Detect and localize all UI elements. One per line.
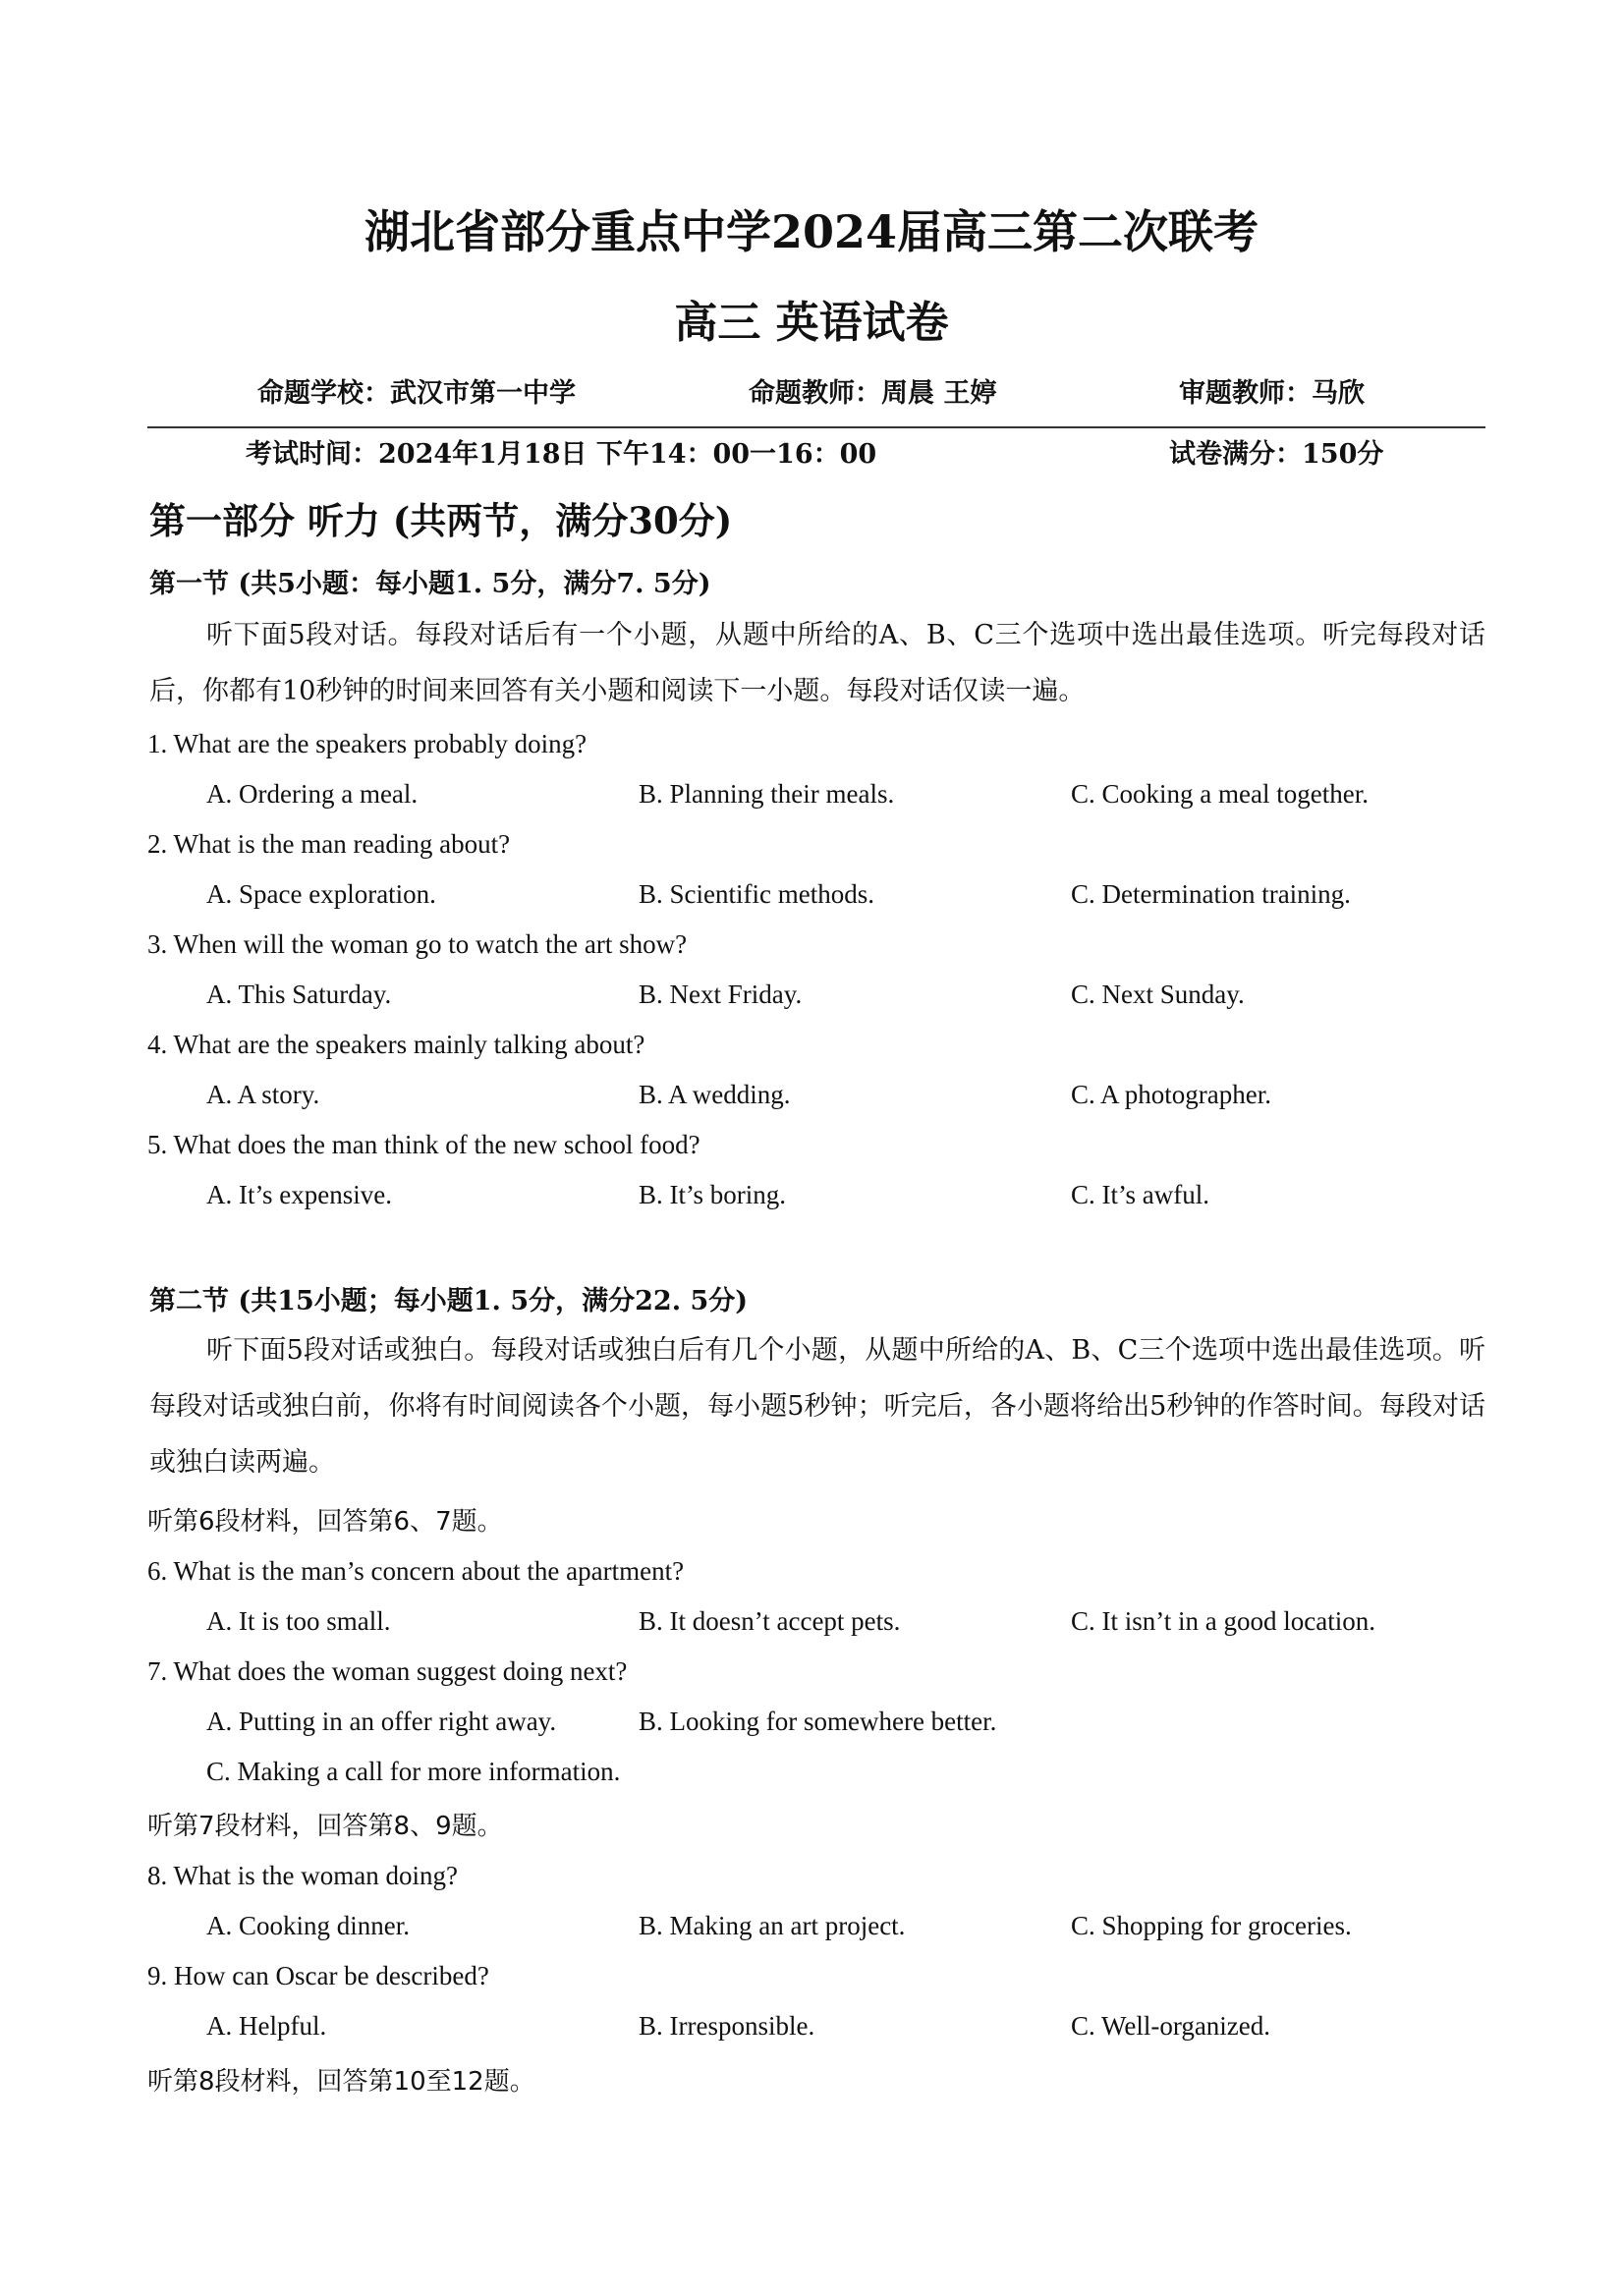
question-9-option-c: C. Well-organized.	[1071, 2011, 1271, 2041]
material-6-note: 听第6段材料，回答第6、7题。	[147, 1507, 503, 1537]
question-3-option-b: B. Next Friday.	[639, 980, 803, 1009]
question-7-option-b: B. Looking for somewhere better.	[639, 1707, 997, 1736]
question-3-stem: 3. When will the woman go to watch the art show?	[147, 929, 688, 959]
question-8-option-b: B. Making an art project.	[639, 1911, 906, 1940]
question-4-option-b: B. A wedding.	[639, 1080, 791, 1109]
question-7-option-a: A. Putting in an offer right away.	[206, 1707, 557, 1736]
material-7-note: 听第7段材料，回答第8、9题。	[147, 1812, 503, 1841]
question-6-option-c: C. It isn’t in a good location.	[1071, 1606, 1375, 1636]
question-4-stem: 4. What are the speakers mainly talking about?	[147, 1030, 645, 1059]
section-two-instructions: 听下面5段对话或独白。每段对话或独白后有几个小题，从题中所给的A、B、C三个选项中选出最佳选项。听每段对话或独白前，你将有时间阅读各个小题，每小题5秒钟；听完后，各小题将给出5秒钟的作答时间。每段对话或独白读两遍。	[149, 1335, 1485, 1478]
question-6-stem: 6. What is the man’s concern about the apartment?	[147, 1556, 685, 1586]
question-5-option-b: B. It’s boring.	[639, 1180, 787, 1209]
question-1-option-b: B. Planning their meals.	[639, 779, 895, 809]
part-one-title: 第一部分 听力 (共两节，满分30分)	[149, 499, 733, 542]
reviewing-teacher: 审题教师：马欣	[1179, 378, 1365, 409]
question-8-stem: 8. What is the woman doing?	[147, 1861, 458, 1890]
question-1-option-c: C. Cooking a meal together.	[1071, 779, 1369, 809]
setting-teachers: 命题教师：周晨 王婷	[749, 378, 997, 409]
question-6-option-a: A. It is too small.	[206, 1606, 391, 1636]
section-one-title: 第一节 (共5小题：每小题1. 5分，满分7. 5分)	[149, 569, 711, 599]
exam-title: 湖北省部分重点中学2024届高三第二次联考	[364, 205, 1259, 258]
question-5-option-a: A. It’s expensive.	[206, 1180, 392, 1209]
question-2-stem: 2. What is the man reading about?	[147, 829, 511, 859]
setting-school: 命题学校：武汉市第一中学	[257, 378, 576, 409]
question-4-option-a: A. A story.	[206, 1080, 320, 1109]
question-8-option-c: C. Shopping for groceries.	[1071, 1911, 1352, 1940]
question-4-option-c: C. A photographer.	[1071, 1080, 1271, 1109]
question-6-option-b: B. It doesn’t accept pets.	[639, 1606, 901, 1636]
question-5-stem: 5. What does the man think of the new school food?	[147, 1130, 700, 1159]
question-1-stem: 1. What are the speakers probably doing?	[147, 729, 588, 758]
question-7-stem: 7. What does the woman suggest doing next?	[147, 1656, 628, 1686]
question-9-option-a: A. Helpful.	[206, 2011, 327, 2041]
question-2-option-b: B. Scientific methods.	[639, 879, 874, 909]
question-9-stem: 9. How can Oscar be described?	[147, 1961, 489, 1990]
question-1-option-a: A. Ordering a meal.	[206, 779, 419, 809]
header-divider	[147, 426, 1485, 428]
full-score: 试卷满分：150分	[1169, 439, 1384, 470]
question-7-option-c: C. Making a call for more information.	[206, 1757, 621, 1786]
exam-time: 考试时间：2024年1月18日 下午14：00一16：00	[246, 439, 877, 470]
question-2-option-a: A. Space exploration.	[206, 879, 436, 909]
exam-subtitle: 高三 英语试卷	[674, 298, 949, 348]
question-9-option-b: B. Irresponsible.	[639, 2011, 815, 2041]
question-5-option-c: C. It’s awful.	[1071, 1180, 1209, 1209]
material-8-note: 听第8段材料，回答第10至12题。	[147, 2067, 535, 2097]
section-two-title: 第二节 (共15小题；每小题1. 5分，满分22. 5分)	[149, 1286, 749, 1316]
question-3-option-c: C. Next Sunday.	[1071, 980, 1245, 1009]
question-3-option-a: A. This Saturday.	[206, 980, 392, 1009]
question-8-option-a: A. Cooking dinner.	[206, 1911, 410, 1940]
section-one-instructions: 听下面5段对话。每段对话后有一个小题，从题中所给的A、B、C三个选项中选出最佳选项。听完每段对话后，你都有10秒钟的时间来回答有关小题和阅读下一小题。每段对话仅读一遍。	[149, 620, 1485, 706]
question-2-option-c: C. Determination training.	[1071, 879, 1351, 909]
